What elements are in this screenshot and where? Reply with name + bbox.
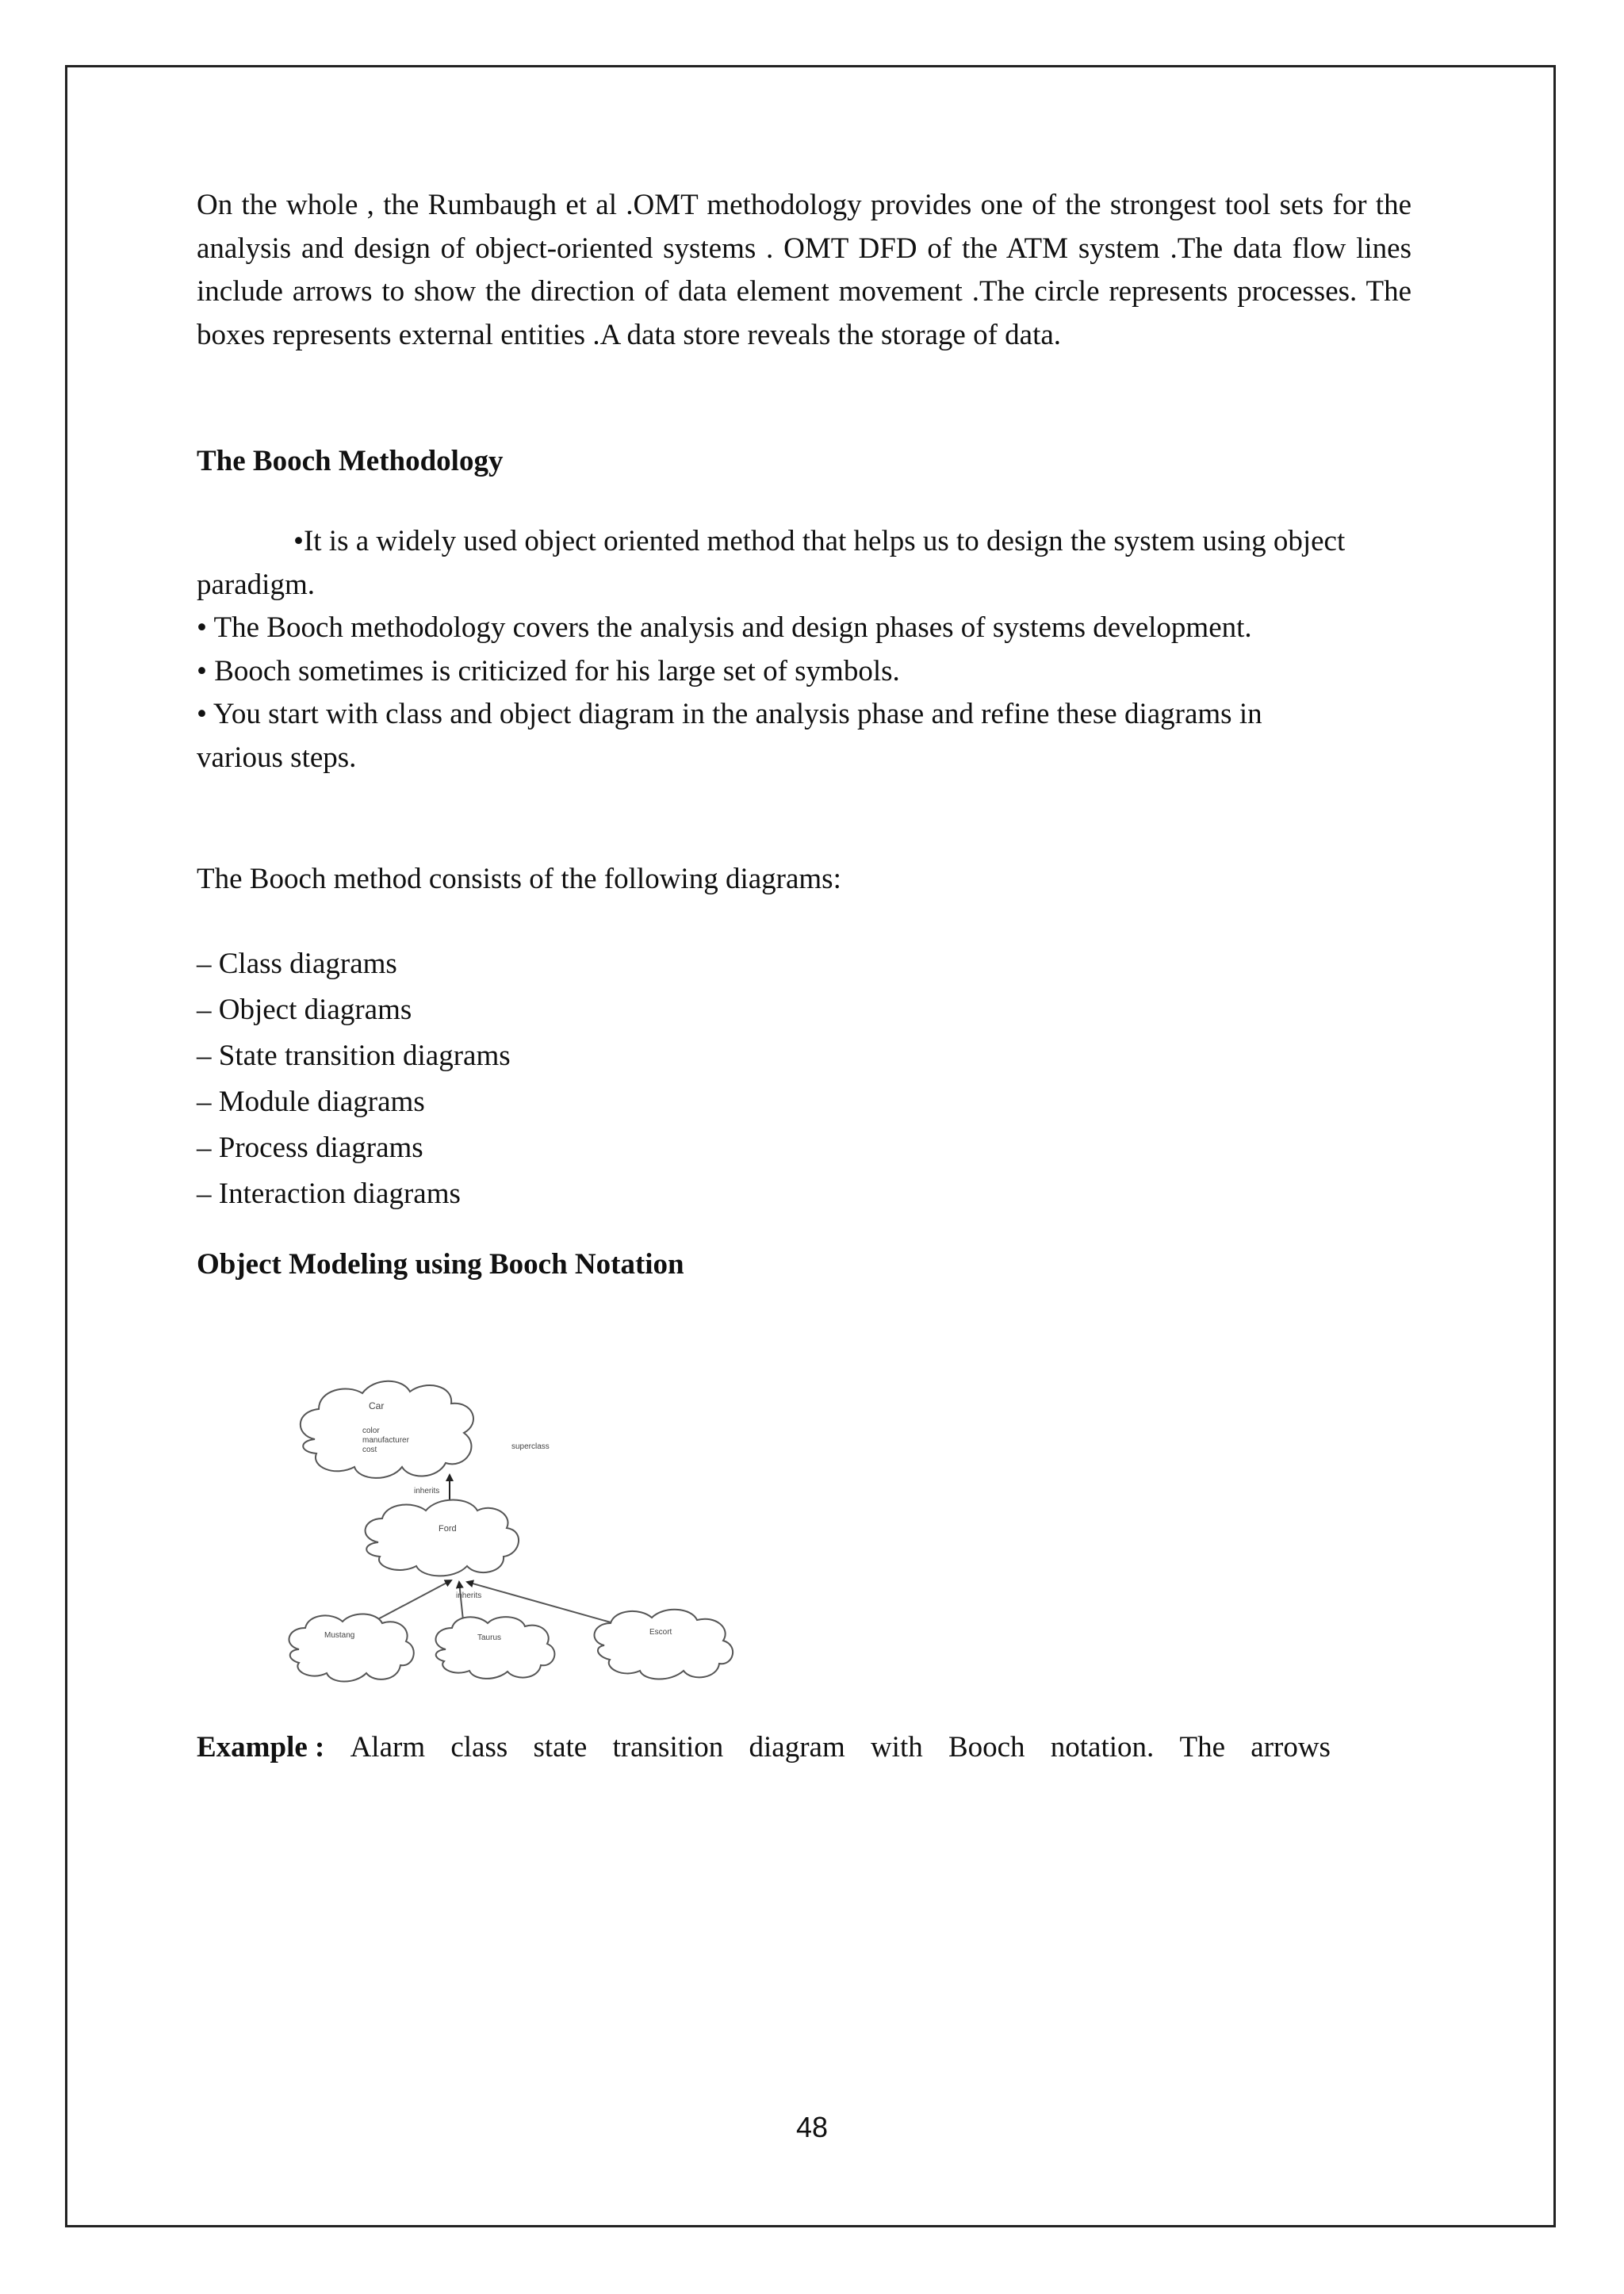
inherits-label: inherits bbox=[414, 1487, 440, 1496]
car-attribute: manufacturer bbox=[362, 1436, 409, 1445]
list-item: – State transition diagrams bbox=[197, 1040, 511, 1072]
example-word: with bbox=[870, 1731, 923, 1764]
bullet-item: •It is a widely used object oriented method that helps us to design the system using object paradigm. bbox=[197, 525, 1346, 601]
car-attribute: cost bbox=[362, 1446, 377, 1454]
example-word: The bbox=[1179, 1731, 1226, 1764]
list-item: – Object diagrams bbox=[197, 994, 412, 1026]
mustang-class-name: Mustang bbox=[324, 1631, 355, 1640]
list-item: – Process diagrams bbox=[197, 1132, 423, 1164]
ford-class-name: Ford bbox=[439, 1524, 457, 1534]
booch-methodology-heading: The Booch Methodology bbox=[197, 445, 504, 477]
example-word: state bbox=[533, 1731, 588, 1764]
car-class-cloud bbox=[301, 1381, 473, 1478]
example-word: class bbox=[450, 1731, 508, 1764]
inherits-label: inherits bbox=[456, 1591, 482, 1600]
example-word: diagram bbox=[749, 1731, 845, 1764]
example-line bbox=[197, 1730, 1331, 1764]
bullet-item: • The Booch methodology covers the analysis and design phases of systems development. bbox=[197, 611, 1252, 644]
escort-class-name: Escort bbox=[649, 1628, 672, 1637]
list-item: – Interaction diagrams bbox=[197, 1178, 461, 1210]
example-word: Alarm bbox=[350, 1731, 426, 1764]
ford-class-cloud bbox=[366, 1500, 519, 1576]
booch-class-diagram bbox=[283, 1376, 771, 1689]
list-item: – Module diagrams bbox=[197, 1086, 425, 1118]
bullet-item: • You start with class and object diagram in the analysis phase and refine these diagrams in various steps. bbox=[197, 698, 1262, 774]
example-word: transition bbox=[612, 1731, 724, 1764]
example-label: Example : bbox=[197, 1731, 325, 1764]
object-modeling-heading: Object Modeling using Booch Notation bbox=[197, 1248, 684, 1281]
bullet-item: • Booch sometimes is criticized for his large set of symbols. bbox=[197, 654, 900, 687]
booch-method-intro: The Booch method consists of the following diagrams: bbox=[197, 863, 841, 895]
diagram-types-list bbox=[197, 941, 511, 1217]
car-class-name: Car bbox=[369, 1400, 385, 1411]
example-word: notation. bbox=[1050, 1731, 1155, 1764]
escort-class-cloud bbox=[595, 1610, 733, 1679]
booch-bullet-list bbox=[197, 520, 1402, 779]
taurus-class-cloud bbox=[436, 1617, 555, 1679]
list-item: – Class diagrams bbox=[197, 948, 397, 980]
superclass-label: superclass bbox=[511, 1442, 550, 1451]
intro-paragraph: On the whole , the Rumbaugh et al .OMT methodology provides one of the strongest tool sets for the analysis and design of object-oriented systems . OMT DFD of the ATM system .The data flow lines include arrows to show the direction of data element movement .The circle represents processes. The boxes represents external entities .A data store reveals the storage of data. bbox=[197, 189, 1411, 351]
page-number: 48 bbox=[795, 2111, 829, 2143]
example-word: Booch bbox=[948, 1731, 1025, 1764]
mustang-class-cloud bbox=[289, 1614, 414, 1681]
car-attribute: color bbox=[362, 1427, 380, 1435]
example-word: arrows bbox=[1251, 1731, 1331, 1764]
taurus-class-name: Taurus bbox=[477, 1633, 502, 1642]
